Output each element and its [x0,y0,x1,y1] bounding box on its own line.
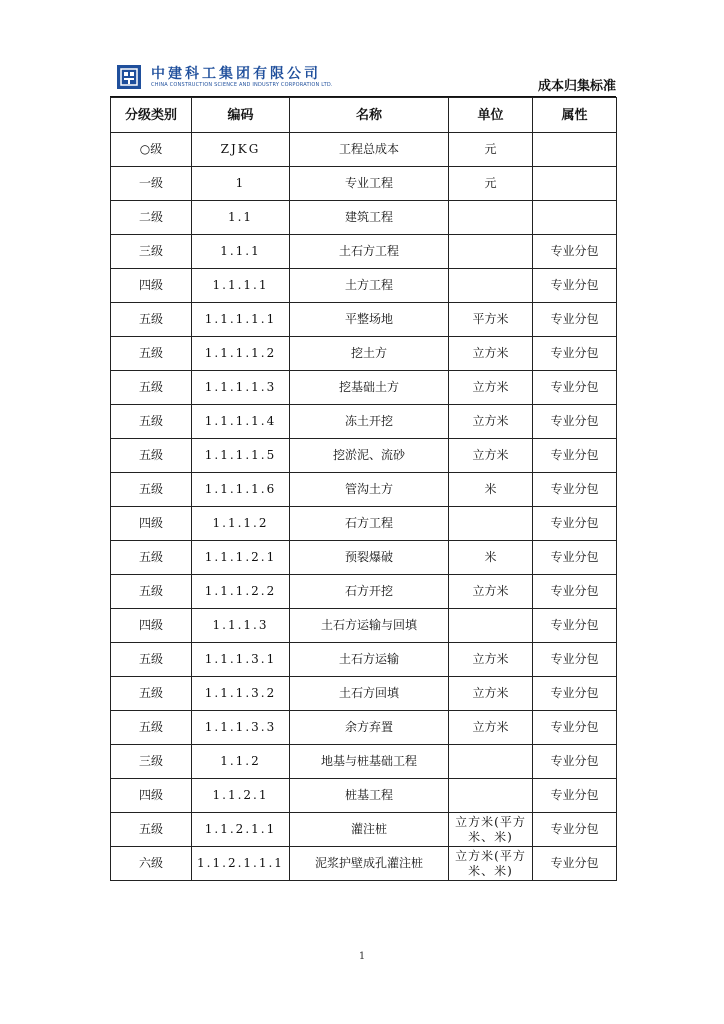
cell-code: 1.1.1.1.5 [192,439,290,473]
cell-attribute: 专业分包 [533,711,617,745]
cell-code: 1 [192,167,290,201]
cell-unit: 立方米(平方米、米) [449,847,533,881]
table-row [111,711,617,745]
cell-code: 1.1.1.3.1 [192,643,290,677]
cell-unit: 立方米 [449,405,533,439]
cell-code: 1.1.2.1.1 [192,813,290,847]
cell-level: 五级 [111,473,192,507]
cell-name: 余方弃置 [290,711,449,745]
cell-unit [449,201,533,235]
cell-name: 桩基工程 [290,779,449,813]
cell-level: 五级 [111,677,192,711]
cell-code: 1.1 [192,201,290,235]
cell-attribute: 专业分包 [533,507,617,541]
cell-unit: 元 [449,133,533,167]
cell-name: 冻土开挖 [290,405,449,439]
cell-code: 1.1.1 [192,235,290,269]
table-row [111,235,617,269]
cell-name: 专业工程 [290,167,449,201]
cell-unit: 米 [449,541,533,575]
table-row [111,303,617,337]
cell-level: 五级 [111,439,192,473]
cell-unit [449,745,533,779]
cell-code: 1.1.1.3.3 [192,711,290,745]
cell-code: 1.1.2.1 [192,779,290,813]
table-row [111,269,617,303]
column-header-code: 编码 [192,98,290,133]
cell-attribute: 专业分包 [533,439,617,473]
table-row [111,779,617,813]
cell-name: 土方工程 [290,269,449,303]
cell-attribute: 专业分包 [533,541,617,575]
table-row [111,745,617,779]
cell-attribute [533,167,617,201]
cell-level: 五级 [111,575,192,609]
page-number: 1 [358,951,366,962]
cell-name: 挖淤泥、流砂 [290,439,449,473]
cell-name: 管沟土方 [290,473,449,507]
cell-level: 二级 [111,201,192,235]
column-header-unit: 单位 [449,98,533,133]
cell-unit [449,507,533,541]
cell-attribute: 专业分包 [533,847,617,881]
cell-unit: 立方米 [449,575,533,609]
cell-code: 1.1.1.1.3 [192,371,290,405]
cell-name: 灌注桩 [290,813,449,847]
cell-unit [449,269,533,303]
cell-level: 五级 [111,371,192,405]
cell-code: 1.1.1.1 [192,269,290,303]
cell-unit: 立方米 [449,643,533,677]
table-row [111,201,617,235]
cell-attribute: 专业分包 [533,405,617,439]
company-name-cn: 中建科工集团有限公司 [151,66,321,82]
column-header-level: 分级类别 [111,98,192,133]
table-row [111,847,617,881]
cell-level: 五级 [111,643,192,677]
cell-name: 挖土方 [290,337,449,371]
cell-level: 一级 [111,167,192,201]
cell-attribute: 专业分包 [533,473,617,507]
table-row [111,507,617,541]
cell-level: 五级 [111,541,192,575]
table-body [111,133,617,881]
table-row [111,643,617,677]
cell-unit [449,609,533,643]
cell-attribute: 专业分包 [533,677,617,711]
table-row [111,813,617,847]
cell-code: 1.1.1.3 [192,609,290,643]
cell-name: 土石方运输 [290,643,449,677]
cell-level: 三级 [111,745,192,779]
table-row [111,167,617,201]
table-row [111,609,617,643]
cell-name: 地基与桩基础工程 [290,745,449,779]
cell-attribute: 专业分包 [533,337,617,371]
cell-name: 预裂爆破 [290,541,449,575]
cell-name: 石方开挖 [290,575,449,609]
table-row [111,405,617,439]
cell-level: 四级 [111,269,192,303]
cell-attribute: 专业分包 [533,303,617,337]
company-name-en: CHINA CONSTRUCTION SCIENCE AND INDUSTRY CORPORATION LTD. [151,82,333,88]
cell-attribute: 专业分包 [533,371,617,405]
cell-unit [449,235,533,269]
cell-unit: 立方米 [449,439,533,473]
cell-code: 1.1.1.2.2 [192,575,290,609]
table-row [111,337,617,371]
page-header [110,62,616,96]
cell-attribute: 专业分包 [533,575,617,609]
table-row [111,575,617,609]
table-row [111,439,617,473]
cell-unit: 米 [449,473,533,507]
cell-level: 四级 [111,507,192,541]
cell-code: 1.1.1.1.4 [192,405,290,439]
cell-attribute: 专业分包 [533,643,617,677]
cell-attribute: 专业分包 [533,609,617,643]
cell-level: ○级 [111,133,192,167]
cell-name: 工程总成本 [290,133,449,167]
cell-name: 挖基础土方 [290,371,449,405]
cell-name: 土石方工程 [290,235,449,269]
cell-code: 1.1.1.2 [192,507,290,541]
column-header-attribute: 属性 [533,98,617,133]
company-logo-icon [117,65,141,89]
cell-level: 五级 [111,405,192,439]
cell-name: 土石方回填 [290,677,449,711]
table-row [111,473,617,507]
cell-attribute: 专业分包 [533,235,617,269]
cell-name: 土石方运输与回填 [290,609,449,643]
cell-code: 1.1.1.1.1 [192,303,290,337]
cell-unit: 元 [449,167,533,201]
cell-level: 四级 [111,609,192,643]
cell-code: 1.1.1.1.2 [192,337,290,371]
table-row [111,133,617,167]
cell-name: 平整场地 [290,303,449,337]
cost-classification-table [110,97,617,881]
cell-name: 建筑工程 [290,201,449,235]
cell-name: 泥浆护壁成孔灌注桩 [290,847,449,881]
cell-attribute: 专业分包 [533,269,617,303]
cell-unit: 立方米 [449,677,533,711]
cell-unit: 立方米 [449,711,533,745]
column-header-name: 名称 [290,98,449,133]
cell-unit: 立方米 [449,371,533,405]
cell-unit [449,779,533,813]
cell-attribute [533,201,617,235]
cell-code: 1.1.1.1.6 [192,473,290,507]
cell-level: 六级 [111,847,192,881]
cell-code: ZJKG [192,133,290,167]
cell-attribute: 专业分包 [533,779,617,813]
cell-code: 1.1.1.3.2 [192,677,290,711]
cell-level: 五级 [111,337,192,371]
cell-level: 五级 [111,813,192,847]
cell-unit: 立方米 [449,337,533,371]
table-row [111,541,617,575]
cell-attribute [533,133,617,167]
cell-code: 1.1.1.2.1 [192,541,290,575]
cell-code: 1.1.2.1.1.1 [192,847,290,881]
cell-level: 三级 [111,235,192,269]
cell-level: 四级 [111,779,192,813]
cell-attribute: 专业分包 [533,745,617,779]
table-header-row [111,98,617,133]
table-row [111,677,617,711]
cell-level: 五级 [111,303,192,337]
cell-unit: 立方米(平方米、米) [449,813,533,847]
cell-name: 石方工程 [290,507,449,541]
cell-level: 五级 [111,711,192,745]
table-row [111,371,617,405]
cell-unit: 平方米 [449,303,533,337]
document-title: 成本归集标准 [537,79,616,94]
cell-code: 1.1.2 [192,745,290,779]
cell-attribute: 专业分包 [533,813,617,847]
